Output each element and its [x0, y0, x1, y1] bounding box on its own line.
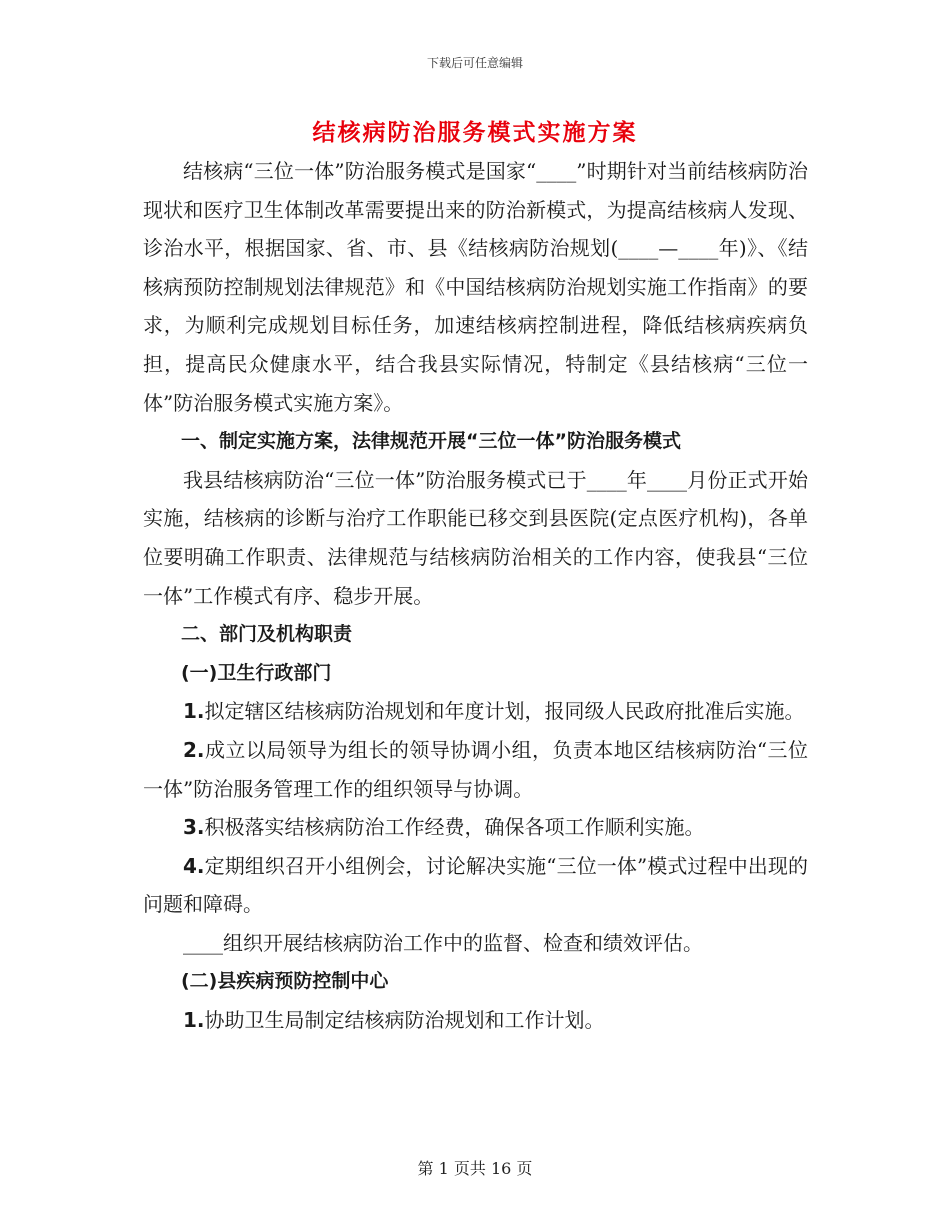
item-number: 1.: [183, 699, 205, 724]
item-number: 4.: [183, 853, 205, 878]
list-item: [143, 847, 808, 924]
document-title: 结核病防治服务模式实施方案: [312, 119, 638, 146]
document-body: [143, 152, 808, 1040]
item-text: 积极落实结核病防治工作经费，确保各项工作顺利实施。: [204, 815, 705, 840]
list-item: [143, 1001, 808, 1040]
subsection2-heading: (二)县疾病预防控制中心: [181, 970, 389, 993]
list-item-extra: ____组织开展结核病防治工作中的监督、检查和绩效评估。: [183, 930, 703, 955]
header-note: 下载后可任意编辑: [426, 56, 523, 70]
item-number: 2.: [183, 737, 205, 762]
list-item: [143, 808, 808, 847]
intro-paragraph: 结核病“三位一体”防治服务模式是国家“____”时期针对当前结核病防治现状和医疗卫生体制改革需要提出来的防治新模式，为提高结核病人发现、诊治水平，根据国家、省、市、县《结核病防治规划(____—____年)》、《结核病预防控制规划法律规范》和《中国结核病防治规划实施工作指南》的要求，为顺利完成规划目标任务，加速结核病控制进程，降低结核病疾病负担，提高民众健康水平，结合我县实际情况，特制定《县结核病“三位一体”防治服务模式实施方案》。: [143, 159, 808, 415]
subsection1-heading: (一)卫生行政部门: [181, 661, 332, 684]
section2-heading: 二、部门及机构职责: [181, 623, 353, 646]
section1-heading: 一、制定实施方案，法律规范开展“三位一体”防治服务模式: [181, 430, 681, 453]
page-footer: 第 1 页共 16 页: [417, 1159, 533, 1178]
list-item: [143, 692, 808, 731]
item-text: 拟定辖区结核病防治规划和年度计划，报同级人民政府批准后实施。: [204, 699, 805, 724]
item-number: 1.: [183, 1008, 205, 1033]
item-text: 成立以局领导为组长的领导协调小组，负责本地区结核病防治“三位一体”防治服务管理工作的组织领导与协调。: [143, 737, 808, 801]
item-number: 3.: [183, 815, 205, 840]
item-text: 定期组织召开小组例会，讨论解决实施“三位一体”模式过程中出现的问题和障碍。: [143, 853, 808, 917]
section1-paragraph: 我县结核病防治“三位一体”防治服务模式已于____年____月份正式开始实施，结核病的诊断与治疗工作职能已移交到县医院(定点医疗机构)，各单位要明确工作职责、法律规范与结核病防治相关的工作内容，使我县“三位一体”工作模式有序、稳步开展。: [143, 467, 808, 608]
item-text: 协助卫生局制定结核病防治规划和工作计划。: [204, 1008, 605, 1033]
list-item: [143, 731, 808, 808]
